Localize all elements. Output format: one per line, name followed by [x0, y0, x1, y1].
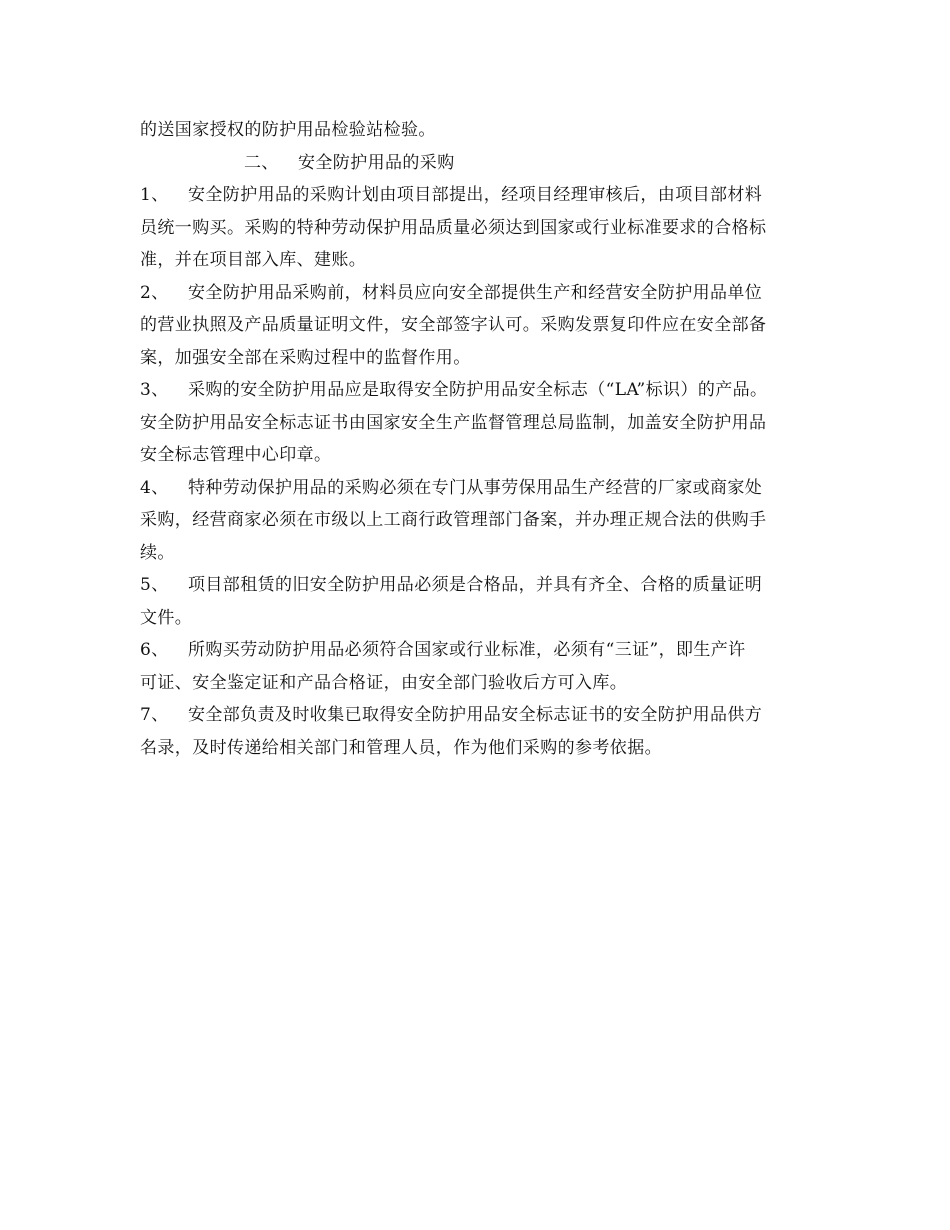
list-item	[140, 277, 840, 375]
list-item-number: 1、	[140, 185, 169, 205]
list-item	[140, 374, 840, 472]
list-item-text: 项目部租赁的旧安全防护用品必须是合格品，并具有齐全、合格的质量证明	[188, 575, 763, 595]
list-item-number: 6、	[140, 640, 169, 660]
list-item	[140, 179, 840, 277]
list-item-text: 特种劳动保护用品的采购必须在专门从事劳保用品生产经营的厂家或商家处	[188, 477, 763, 498]
section-heading	[140, 147, 840, 180]
list-item	[140, 569, 840, 634]
list-item-first-line	[140, 472, 840, 505]
section-number: 二、	[244, 152, 279, 173]
list-item-first-line	[140, 277, 840, 310]
list-item-text: 准，并在项目部入库、建账。	[140, 250, 367, 270]
list-item-text: 采购的安全防护用品应是取得安全防护用品安全标志（“LA”标识）的产品。	[188, 380, 768, 400]
list-item-number: 4、	[140, 477, 169, 498]
list-item-text: 可证、安全鉴定证和产品合格证，由安全部门验收后方可入库。	[140, 672, 628, 693]
list-item-number: 5、	[140, 575, 169, 595]
list-item	[140, 634, 840, 699]
list-item-first-line	[140, 569, 840, 602]
document-body	[140, 114, 840, 764]
section-title: 安全防护用品的采购	[298, 152, 455, 173]
list-item-text: 文件。	[140, 607, 193, 628]
list-item-text: 续。	[140, 542, 175, 563]
list-item-text: 安全防护用品的采购计划由项目部提出，经项目经理审核后，由项目部材料	[188, 185, 763, 205]
list-item	[140, 699, 840, 764]
list-item-text: 员统一购买。采购的特种劳动保护用品质量必须达到国家或行业标准要求的合格标	[140, 217, 767, 238]
list-item-text: 案，加强安全部在采购过程中的监督作用。	[140, 347, 471, 368]
list-item-text: 安全防护用品采购前，材料员应向安全部提供生产和经营安全防护用品单位	[188, 282, 763, 303]
list-item-text: 采购，经营商家必须在市级以上工商行政管理部门备案，并办理正规合法的供购手	[140, 510, 767, 530]
list-item-text: 安全防护用品安全标志证书由国家安全生产监督管理总局监制，加盖安全防护用品	[140, 412, 767, 433]
list-item	[140, 472, 840, 570]
list-item-text: 所购买劳动防护用品必须符合国家或行业标准，必须有“三证”，即生产许	[188, 640, 746, 660]
list-item-number: 2、	[140, 282, 169, 303]
list-item-text: 安全部负责及时收集已取得安全防护用品安全标志证书的安全防护用品供方	[188, 705, 763, 725]
list-item-first-line	[140, 634, 840, 667]
list-item-text: 名录，及时传递给相关部门和管理人员，作为他们采购的参考依据。	[140, 737, 662, 758]
list-item-number: 3、	[140, 380, 169, 400]
list-item-first-line	[140, 699, 840, 732]
list-item-text: 安全标志管理中心印章。	[140, 445, 332, 465]
list-item-first-line	[140, 374, 840, 407]
list-item-text: 的营业执照及产品质量证明文件，安全部签字认可。采购发票复印件应在安全部备	[140, 315, 767, 335]
list-item-first-line	[140, 179, 840, 212]
list-item-number: 7、	[140, 705, 169, 725]
intro-line: 的送国家授权的防护用品检验站检验。	[140, 120, 436, 140]
